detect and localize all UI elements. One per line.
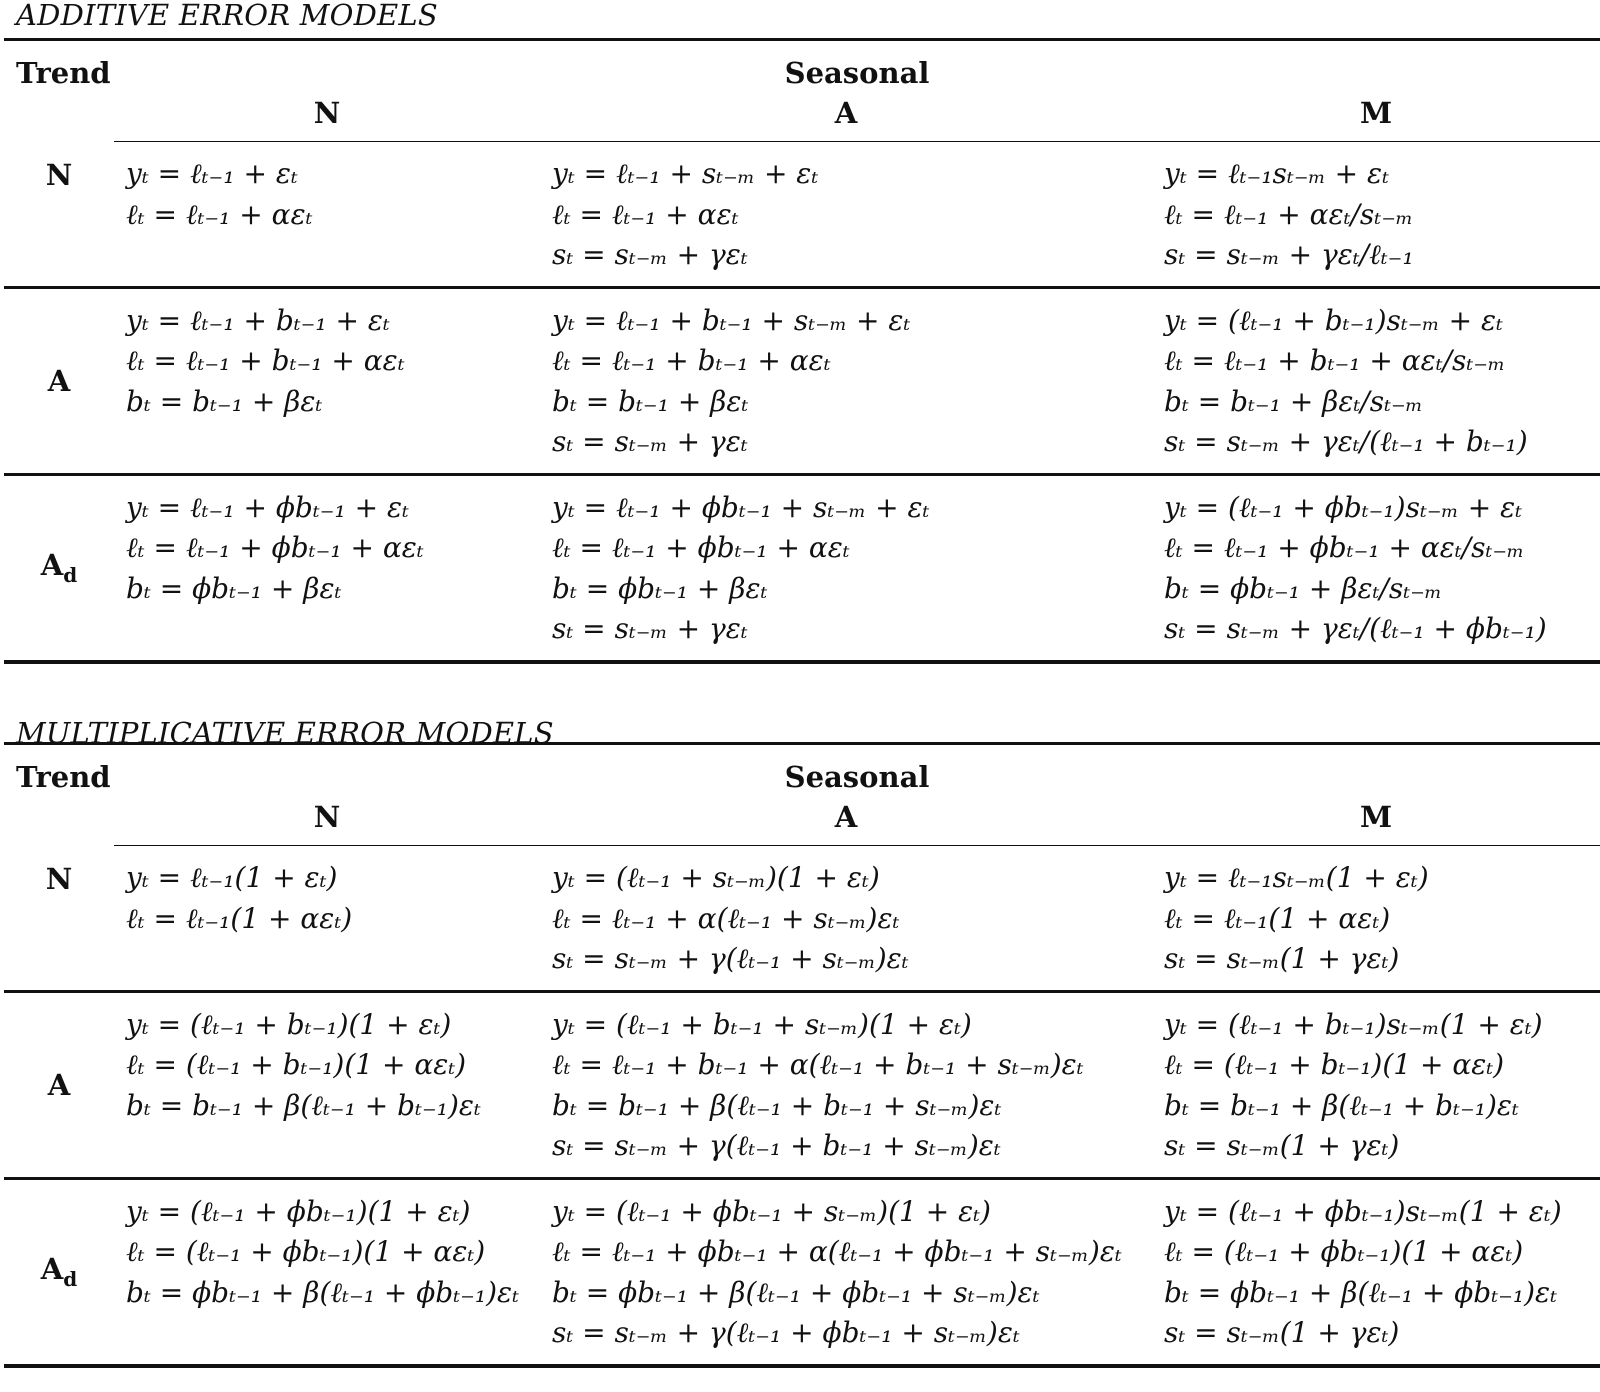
- equation-line: yₜ = (ℓₜ₋₁ + bₜ₋₁)sₜ₋ₘ(1 + εₜ): [1164, 1007, 1543, 1041]
- equation-line: ℓₜ = (ℓₜ₋₁ + ϕbₜ₋₁)(1 + αεₜ): [126, 1235, 486, 1268]
- equation-line: bₜ = bₜ₋₁ + βεₜ: [552, 384, 749, 418]
- column-header-n: N: [114, 93, 540, 142]
- equation-line: sₜ = sₜ₋ₘ(1 + γεₜ): [1164, 942, 1400, 975]
- seasonal-header: Seasonal: [784, 56, 930, 90]
- equation-line: sₜ = sₜ₋ₘ(1 + γεₜ): [1164, 1316, 1400, 1349]
- equation-cell-n: [114, 846, 540, 992]
- equation-line: yₜ = ℓₜ₋₁ + bₜ₋₁ + εₜ: [126, 303, 390, 337]
- equation-line: ℓₜ = (ℓₜ₋₁ + bₜ₋₁)(1 + αεₜ): [1164, 1048, 1505, 1081]
- additive-section-title: ADDITIVE ERROR MODELS: [16, 0, 438, 32]
- equation-cell-m: [1152, 287, 1600, 474]
- equation-line: ℓₜ = ℓₜ₋₁ + bₜ₋₁ + α(ℓₜ₋₁ + bₜ₋₁ + sₜ₋ₘ)εₜ: [552, 1048, 1084, 1081]
- column-header-m: M: [1152, 797, 1600, 846]
- equation-line: yₜ = ℓₜ₋₁ + ϕbₜ₋₁ + εₜ: [126, 490, 409, 524]
- equation-line: sₜ = sₜ₋ₘ + γεₜ: [552, 238, 748, 271]
- equation-line: yₜ = ℓₜ₋₁ + ϕbₜ₋₁ + sₜ₋ₘ + εₜ: [552, 490, 930, 524]
- multiplicative-section-title: MULTIPLICATIVE ERROR MODELS: [16, 716, 554, 750]
- trend-label-text: A: [47, 1067, 71, 1102]
- column-header-m: M: [1152, 93, 1600, 142]
- equation-line: bₜ = ϕbₜ₋₁ + β(ℓₜ₋₁ + ϕbₜ₋₁)εₜ: [1164, 1275, 1557, 1309]
- equation-line: sₜ = sₜ₋ₘ + γεₜ: [552, 612, 748, 645]
- table-row: [4, 287, 1600, 474]
- trend-label: [4, 846, 114, 992]
- equation-line: sₜ = sₜ₋ₘ + γ(ℓₜ₋₁ + sₜ₋ₘ)εₜ: [552, 942, 909, 975]
- seasonal-header: Seasonal: [784, 760, 930, 794]
- equation-line: sₜ = sₜ₋ₘ(1 + γεₜ): [1164, 1129, 1400, 1162]
- equation-line: ℓₜ = ℓₜ₋₁ + αεₜ: [552, 197, 739, 231]
- equation-cell-n: [114, 991, 540, 1178]
- trend-header: Trend: [16, 56, 111, 90]
- equation-line: yₜ = (ℓₜ₋₁ + bₜ₋₁)(1 + εₜ): [126, 1007, 452, 1041]
- equation-line: bₜ = ϕbₜ₋₁ + β(ℓₜ₋₁ + ϕbₜ₋₁)εₜ: [126, 1275, 519, 1309]
- trend-label-text: N: [45, 157, 73, 192]
- equation-cell-a: [540, 1178, 1152, 1366]
- equation-cell-m: [1152, 846, 1600, 992]
- equation-line: ℓₜ = ℓₜ₋₁ + ϕbₜ₋₁ + αεₜ: [126, 531, 424, 564]
- trend-header: Trend: [16, 760, 111, 794]
- equation-cell-a: [540, 142, 1152, 288]
- column-header-n: N: [114, 797, 540, 846]
- equation-line: ℓₜ = ℓₜ₋₁(1 + αεₜ): [126, 901, 353, 935]
- table-row: [4, 142, 1600, 288]
- equation-line: yₜ = (ℓₜ₋₁ + ϕbₜ₋₁)sₜ₋ₘ + εₜ: [1164, 490, 1522, 524]
- trend-label: [4, 142, 114, 288]
- equation-line: yₜ = (ℓₜ₋₁ + ϕbₜ₋₁)(1 + εₜ): [126, 1194, 471, 1228]
- trend-label-text: A: [40, 1252, 64, 1287]
- equation-cell-m: [1152, 991, 1600, 1178]
- trend-label-text: N: [45, 861, 73, 896]
- equation-line: bₜ = bₜ₋₁ + β(ℓₜ₋₁ + bₜ₋₁ + sₜ₋ₘ)εₜ: [552, 1088, 1002, 1122]
- equation-line: ℓₜ = ℓₜ₋₁ + bₜ₋₁ + αεₜ/sₜ₋ₘ: [1164, 344, 1506, 377]
- column-header-a: A: [540, 797, 1152, 846]
- equation-line: ℓₜ = ℓₜ₋₁ + ϕbₜ₋₁ + α(ℓₜ₋₁ + ϕbₜ₋₁ + sₜ₋ₘ)εₜ: [552, 1235, 1122, 1268]
- equation-line: ℓₜ = ℓₜ₋₁ + α(ℓₜ₋₁ + sₜ₋ₘ)εₜ: [552, 901, 900, 935]
- equation-cell-a: [540, 991, 1152, 1178]
- trend-label: [4, 474, 114, 662]
- equation-line: yₜ = ℓₜ₋₁sₜ₋ₘ + εₜ: [1164, 157, 1389, 190]
- table-row: [4, 474, 1600, 662]
- multiplicative-models-table: [4, 742, 1600, 1368]
- column-header-a: A: [540, 93, 1152, 142]
- equation-line: ℓₜ = ℓₜ₋₁(1 + αεₜ): [1164, 901, 1391, 935]
- trend-label: [4, 1178, 114, 1366]
- trend-label: [4, 287, 114, 474]
- equation-line: sₜ = sₜ₋ₘ + γεₜ/(ℓₜ₋₁ + bₜ₋₁): [1164, 425, 1528, 458]
- equation-cell-n: [114, 287, 540, 474]
- equation-line: sₜ = sₜ₋ₘ + γεₜ/(ℓₜ₋₁ + ϕbₜ₋₁): [1164, 612, 1547, 645]
- equation-line: ℓₜ = ℓₜ₋₁ + αεₜ/sₜ₋ₘ: [1164, 197, 1414, 231]
- equation-line: sₜ = sₜ₋ₘ + γεₜ/ℓₜ₋₁: [1164, 238, 1414, 271]
- equation-line: sₜ = sₜ₋ₘ + γ(ℓₜ₋₁ + ϕbₜ₋₁ + sₜ₋ₘ)εₜ: [552, 1316, 1020, 1349]
- equation-line: bₜ = bₜ₋₁ + β(ℓₜ₋₁ + bₜ₋₁)εₜ: [126, 1088, 481, 1122]
- equation-line: ℓₜ = ℓₜ₋₁ + ϕbₜ₋₁ + αεₜ/sₜ₋ₘ: [1164, 531, 1525, 564]
- equation-line: ℓₜ = (ℓₜ₋₁ + ϕbₜ₋₁)(1 + αεₜ): [1164, 1235, 1524, 1268]
- equation-line: sₜ = sₜ₋ₘ + γεₜ: [552, 425, 748, 458]
- equation-line: yₜ = ℓₜ₋₁ + sₜ₋ₘ + εₜ: [552, 157, 819, 190]
- trend-label-text: A: [40, 548, 64, 583]
- equation-line: yₜ = (ℓₜ₋₁ + sₜ₋ₘ)(1 + εₜ): [552, 861, 880, 894]
- equation-line: ℓₜ = ℓₜ₋₁ + αεₜ: [126, 197, 313, 231]
- equation-line: bₜ = bₜ₋₁ + β(ℓₜ₋₁ + bₜ₋₁)εₜ: [1164, 1088, 1519, 1122]
- equation-line: yₜ = ℓₜ₋₁sₜ₋ₘ(1 + εₜ): [1164, 861, 1429, 894]
- equation-cell-n: [114, 142, 540, 288]
- equation-line: bₜ = ϕbₜ₋₁ + βεₜ: [126, 571, 342, 605]
- trend-label: [4, 991, 114, 1178]
- trend-label-subscript: d: [63, 562, 78, 587]
- equation-line: bₜ = bₜ₋₁ + βεₜ: [126, 384, 323, 418]
- equation-line: ℓₜ = ℓₜ₋₁ + ϕbₜ₋₁ + αεₜ: [552, 531, 850, 564]
- additive-models-table: [4, 38, 1600, 664]
- equation-line: yₜ = (ℓₜ₋₁ + ϕbₜ₋₁ + sₜ₋ₘ)(1 + εₜ): [552, 1194, 991, 1228]
- equation-line: sₜ = sₜ₋ₘ + γ(ℓₜ₋₁ + bₜ₋₁ + sₜ₋ₘ)εₜ: [552, 1129, 1001, 1162]
- equation-line: bₜ = ϕbₜ₋₁ + βεₜ: [552, 571, 768, 605]
- equation-cell-a: [540, 287, 1152, 474]
- table-row: [4, 991, 1600, 1178]
- equation-line: bₜ = ϕbₜ₋₁ + βεₜ/sₜ₋ₘ: [1164, 571, 1443, 605]
- equation-line: yₜ = (ℓₜ₋₁ + bₜ₋₁ + sₜ₋ₘ)(1 + εₜ): [552, 1007, 972, 1041]
- table-row: [4, 1178, 1600, 1366]
- equation-line: bₜ = ϕbₜ₋₁ + β(ℓₜ₋₁ + ϕbₜ₋₁ + sₜ₋ₘ)εₜ: [552, 1275, 1040, 1309]
- equation-line: ℓₜ = ℓₜ₋₁ + bₜ₋₁ + αεₜ: [552, 344, 831, 377]
- equation-cell-m: [1152, 1178, 1600, 1366]
- equation-line: yₜ = ℓₜ₋₁(1 + εₜ): [126, 861, 338, 894]
- equation-line: yₜ = (ℓₜ₋₁ + ϕbₜ₋₁)sₜ₋ₘ(1 + εₜ): [1164, 1194, 1562, 1228]
- table-row: [4, 846, 1600, 992]
- trend-label-text: A: [47, 363, 71, 398]
- equation-line: ℓₜ = ℓₜ₋₁ + bₜ₋₁ + αεₜ: [126, 344, 405, 377]
- trend-label-subscript: d: [63, 1266, 78, 1291]
- equation-cell-m: [1152, 142, 1600, 288]
- equation-cell-a: [540, 474, 1152, 662]
- equation-line: yₜ = ℓₜ₋₁ + εₜ: [126, 157, 298, 190]
- equation-cell-n: [114, 474, 540, 662]
- equation-cell-n: [114, 1178, 540, 1366]
- equation-cell-m: [1152, 474, 1600, 662]
- equation-line: bₜ = bₜ₋₁ + βεₜ/sₜ₋ₘ: [1164, 384, 1423, 418]
- equation-cell-a: [540, 846, 1152, 992]
- equation-line: yₜ = ℓₜ₋₁ + bₜ₋₁ + sₜ₋ₘ + εₜ: [552, 303, 911, 337]
- equation-line: ℓₜ = (ℓₜ₋₁ + bₜ₋₁)(1 + αεₜ): [126, 1048, 467, 1081]
- equation-line: yₜ = (ℓₜ₋₁ + bₜ₋₁)sₜ₋ₘ + εₜ: [1164, 303, 1503, 337]
